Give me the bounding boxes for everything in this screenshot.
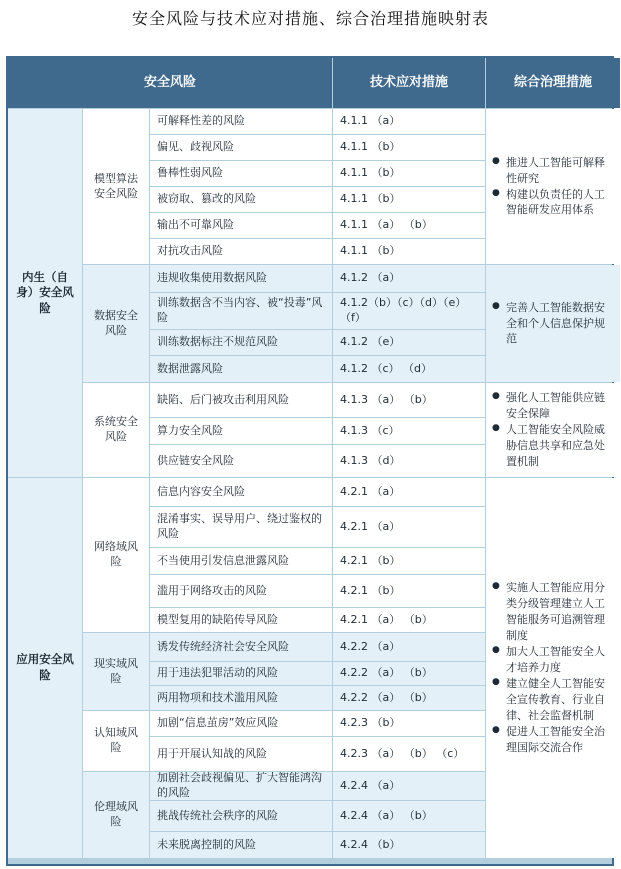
- tech-cell: 4.2.2 （a） （b）: [333, 662, 485, 685]
- risk-cell: 用于违法犯罪活动的风险: [150, 662, 332, 685]
- risk-cell: 训练数据含不当内容、被“投毒”风险: [150, 293, 332, 329]
- risk-cell: 诱发传统经济社会安全风险: [150, 633, 332, 661]
- level2-data: 数据安全风险: [83, 265, 149, 382]
- risk-cell: 数据泄露风险: [150, 356, 332, 382]
- tech-cell: 4.2.2 （a） （b）: [333, 686, 485, 710]
- tech-cell: 4.2.4 （a）: [333, 772, 485, 800]
- tech-cell: 4.1.3 （a） （b）: [333, 383, 485, 417]
- tech-cell: 4.1.1 （b）: [333, 161, 485, 186]
- risk-cell: 可解释性差的风险: [150, 109, 332, 134]
- tech-cell: 4.2.1 （b）: [333, 575, 485, 607]
- tech-cell: 4.2.1 （a）: [333, 507, 485, 547]
- header-risk: 安全风险: [8, 58, 332, 108]
- risk-cell: 供应链安全风险: [150, 445, 332, 477]
- risk-cell: 未来脱离控制的风险: [150, 832, 332, 858]
- tech-cell: 4.1.1 （b）: [333, 187, 485, 212]
- governance-cell-model: [486, 109, 620, 264]
- level2-system: 系统安全风险: [83, 383, 149, 477]
- level2-network: 网络域风险: [83, 478, 149, 632]
- tech-cell: 4.1.1 （a） （b）: [333, 213, 485, 238]
- risk-cell: 鲁棒性弱风险: [150, 161, 332, 186]
- tech-cell: 4.2.1 （a）: [333, 478, 485, 506]
- risk-cell: 两用物项和技术滥用风险: [150, 686, 332, 710]
- risk-cell: 缺陷、后门被攻击利用风险: [150, 383, 332, 417]
- header-tech: 技术应对措施: [333, 58, 485, 108]
- governance-list: [492, 155, 614, 219]
- tech-cell: 4.1.2 （c） （d）: [333, 356, 485, 382]
- governance-item: ● 加大人工智能安全人才培养力度: [492, 644, 614, 676]
- tech-cell: 4.1.1 （b）: [333, 135, 485, 160]
- governance-item: ● 建立健全人工智能安全宣传教育、行业自律、社会监督机制: [492, 676, 614, 724]
- governance-item: ● 构建以负责任的人工智能研发应用体系: [492, 187, 614, 219]
- governance-item: ● 推进人工智能可解释性研究: [492, 155, 614, 187]
- tech-cell: 4.1.1 （a）: [333, 109, 485, 134]
- risk-cell: 训练数据标注不规范风险: [150, 330, 332, 355]
- governance-cell-application: [486, 478, 620, 858]
- risk-cell: 挑战传统社会秩序的风险: [150, 801, 332, 831]
- level2-reality: 现实域风险: [83, 633, 149, 710]
- risk-cell: 加剧“信息茧房”效应风险: [150, 711, 332, 736]
- tech-cell: 4.1.3 （d）: [333, 445, 485, 477]
- risk-cell: 被窃取、篡改的风险: [150, 187, 332, 212]
- risk-cell: 算力安全风险: [150, 418, 332, 444]
- risk-cell: 违规收集使用数据风险: [150, 265, 332, 292]
- tech-cell: 4.2.4 （b）: [333, 832, 485, 858]
- tech-cell: 4.1.2 （a）: [333, 265, 485, 292]
- risk-cell: 滥用于网络攻击的风险: [150, 575, 332, 607]
- risk-cell: 信息内容安全风险: [150, 478, 332, 506]
- risk-mapping-table: [6, 56, 614, 866]
- tech-cell: 4.1.1 （b）: [333, 239, 485, 264]
- governance-list: [492, 390, 614, 470]
- page-title: 安全风险与技术应对措施、综合治理措施映射表: [131, 9, 489, 28]
- risk-cell: 偏见、歧视风险: [150, 135, 332, 160]
- governance-item: ● 实施人工智能应用分类分级管理建立人工智能服务可追溯管理制度: [492, 580, 614, 644]
- tech-cell: 4.2.2 （a）: [333, 633, 485, 661]
- governance-list: [492, 300, 614, 348]
- risk-cell: 混淆事实、误导用户、绕过鉴权的风险: [150, 507, 332, 547]
- level1-endogenous: 内生（自身）安全风险: [8, 109, 82, 477]
- level2-cognition: 认知域风险: [83, 711, 149, 771]
- governance-item: ● 强化人工智能供应链安全保障: [492, 390, 614, 422]
- tech-cell: 4.2.3 （a） （b） （c）: [333, 737, 485, 771]
- governance-item: ● 完善人工智能数据安全和个人信息保护规范: [492, 300, 614, 348]
- level2-ethics: 伦理域风险: [83, 772, 149, 858]
- risk-cell: 输出不可靠风险: [150, 213, 332, 238]
- tech-cell: 4.2.1 （a） （b）: [333, 608, 485, 632]
- tech-cell: 4.1.2（b）（c）（d）（e）（f）: [333, 293, 485, 329]
- governance-cell-data: [486, 265, 620, 382]
- level1-application: 应用安全风险: [8, 478, 82, 858]
- tech-cell: 4.2.4 （a） （b）: [333, 801, 485, 831]
- risk-cell: 模型复用的缺陷传导风险: [150, 608, 332, 632]
- tech-cell: 4.2.3 （b）: [333, 711, 485, 736]
- governance-item: ● 人工智能安全风险威胁信息共享和应急处置机制: [492, 422, 614, 470]
- governance-item: ● 促进人工智能安全治理国际交流合作: [492, 724, 614, 756]
- risk-cell: 不当使用引发信息泄露风险: [150, 548, 332, 574]
- tech-cell: 4.1.3 （c）: [333, 418, 485, 444]
- tech-cell: 4.2.1 （b）: [333, 548, 485, 574]
- tech-cell: 4.1.2 （e）: [333, 330, 485, 355]
- governance-cell-system: [486, 383, 620, 477]
- risk-cell: 用于开展认知战的风险: [150, 737, 332, 771]
- risk-cell: 加剧社会歧视偏见、扩大智能鸿沟的风险: [150, 772, 332, 800]
- risk-cell: 对抗攻击风险: [150, 239, 332, 264]
- governance-list: [492, 580, 614, 755]
- level2-model: 模型算法安全风险: [83, 109, 149, 264]
- header-gov: 综合治理措施: [486, 58, 620, 108]
